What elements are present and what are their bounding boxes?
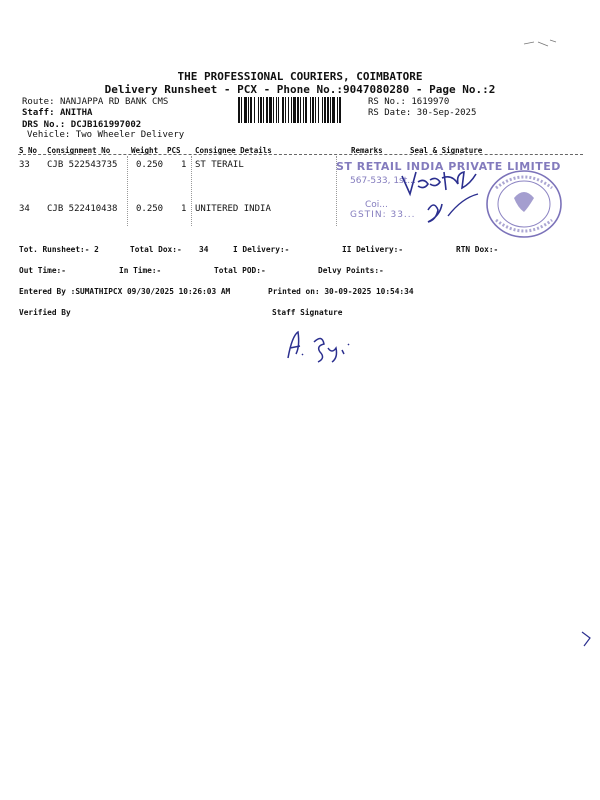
col-header-consignment: Consignment No (47, 146, 111, 155)
row-pcs: 1 (181, 160, 187, 170)
barcode-bar (330, 97, 331, 123)
barcode-image (238, 97, 365, 123)
barcode-bar (238, 97, 240, 123)
i-delivery: I Delivery:- (233, 245, 290, 254)
stamp-line: 567-533, 1st... (350, 176, 416, 186)
entered-by: Entered By :SUMATHIPCX 09/30/2025 10:26:03 AM (19, 287, 231, 296)
col-header-weight: Weight (131, 146, 159, 155)
company-title: THE PROFESSIONAL COURIERS, COIMBATORE (177, 70, 423, 83)
row-sno: 33 (19, 160, 30, 170)
drs-value: DCJB161997002 (70, 120, 142, 130)
row-weight: 0.250 (136, 160, 164, 170)
barcode-bar (310, 97, 311, 123)
drs-row (22, 120, 141, 130)
total-pod: Total POD:- (214, 266, 266, 275)
runsheet-subtitle: Delivery Runsheet - PCX - Phone No.:9047080280 - Page No.:2 (104, 83, 496, 96)
barcode-bar (332, 97, 335, 123)
row-pcs: 1 (181, 204, 187, 214)
out-time: Out Time:- (19, 266, 66, 275)
printed-on: Printed on: 30-09-2025 10:54:34 (268, 287, 414, 296)
barcode-bar (260, 97, 262, 123)
row-weight: 0.250 (136, 204, 164, 214)
route-row (22, 97, 168, 107)
barcode-bar (327, 97, 329, 123)
staff-label: Staff: (22, 108, 55, 118)
col-header-consignee: Consignee Details (195, 146, 272, 155)
barcode-bar (263, 97, 264, 123)
barcode-bar (241, 97, 242, 123)
receiver-signature (398, 162, 528, 232)
barcode-bar (303, 97, 304, 123)
rs-date-value: 30-Sep-2025 (416, 108, 477, 118)
col-header-sno: S No (19, 146, 38, 155)
barcode-bar (269, 97, 272, 123)
col-divider (191, 156, 192, 226)
verified-by: Verified By (19, 308, 71, 317)
row-consignee: ST TERAIL (195, 160, 244, 170)
vehicle-label: Vehicle: (27, 130, 71, 140)
scan-mark (520, 36, 560, 50)
scan-mark (580, 628, 594, 650)
barcode-bar (282, 97, 284, 123)
barcode-bar (291, 97, 292, 123)
barcode-bar (312, 97, 314, 123)
barcode-bar (266, 97, 268, 123)
total-dox-label: Total Dox:- (130, 245, 182, 254)
barcode-bar (315, 97, 316, 123)
barcode-bar (339, 97, 341, 123)
barcode-bar (337, 97, 338, 123)
tot-runsheet: Tot. Runsheet:- 2 (19, 245, 99, 254)
stamp-line: GSTIN: 33... (350, 210, 416, 220)
col-header-pcs: PCS (167, 146, 181, 155)
barcode-bar (278, 97, 279, 123)
row-sno: 34 (19, 204, 30, 214)
route-label: Route: (22, 97, 55, 107)
col-divider (127, 156, 128, 226)
ii-delivery: II Delivery:- (342, 245, 404, 254)
header-divider (18, 154, 583, 155)
barcode-bar (285, 97, 286, 123)
rs-date-row (368, 108, 476, 118)
rs-no-label: RS No.: (368, 97, 406, 107)
barcode-bar (297, 97, 299, 123)
staff-signature-label: Staff Signature (272, 308, 343, 317)
staff-row (22, 108, 92, 118)
rs-no-row (368, 97, 449, 107)
stamp-line: Coi... (365, 200, 388, 210)
barcode-bar (273, 97, 274, 123)
barcode-bar (248, 97, 249, 123)
barcode-bar (250, 97, 252, 123)
row-consignment: CJB 522543735 (47, 160, 118, 170)
barcode-bar (288, 97, 289, 123)
barcode-bar (244, 97, 247, 123)
staff-signature (282, 328, 362, 368)
rtn-dox: RTN Dox:- (456, 245, 499, 254)
vehicle-value: Two Wheeler Delivery (75, 130, 185, 140)
total-dox-value: 34 (199, 245, 209, 254)
staff-value: ANITHA (59, 108, 93, 118)
vehicle-row (27, 130, 184, 140)
barcode-bar (322, 97, 323, 123)
in-time: In Time:- (119, 266, 162, 275)
route-value: NANJAPPA RD BANK CMS (59, 97, 169, 107)
row-consignee: UNITERED INDIA (195, 204, 271, 214)
rs-date-label: RS Date: (368, 108, 412, 118)
col-header-remarks: Remarks (351, 146, 383, 155)
row-consignment: CJB 522410438 (47, 204, 118, 214)
barcode-bar (305, 97, 307, 123)
barcode-bar (254, 97, 255, 123)
stamp-line: ST RETAIL INDIA PRIVATE LIMITED (336, 160, 561, 173)
rs-no-value: 1619970 (411, 97, 450, 107)
barcode-bar (324, 97, 326, 123)
barcode-bar (293, 97, 296, 123)
barcode-bar (300, 97, 301, 123)
delvy-points: Delvy Points:- (318, 266, 384, 275)
barcode-bar (258, 97, 259, 123)
col-header-seal: Seal & Signature (410, 146, 483, 155)
drs-label: DRS No.: (22, 120, 66, 130)
barcode-bar (276, 97, 277, 123)
barcode-bar (318, 97, 319, 123)
